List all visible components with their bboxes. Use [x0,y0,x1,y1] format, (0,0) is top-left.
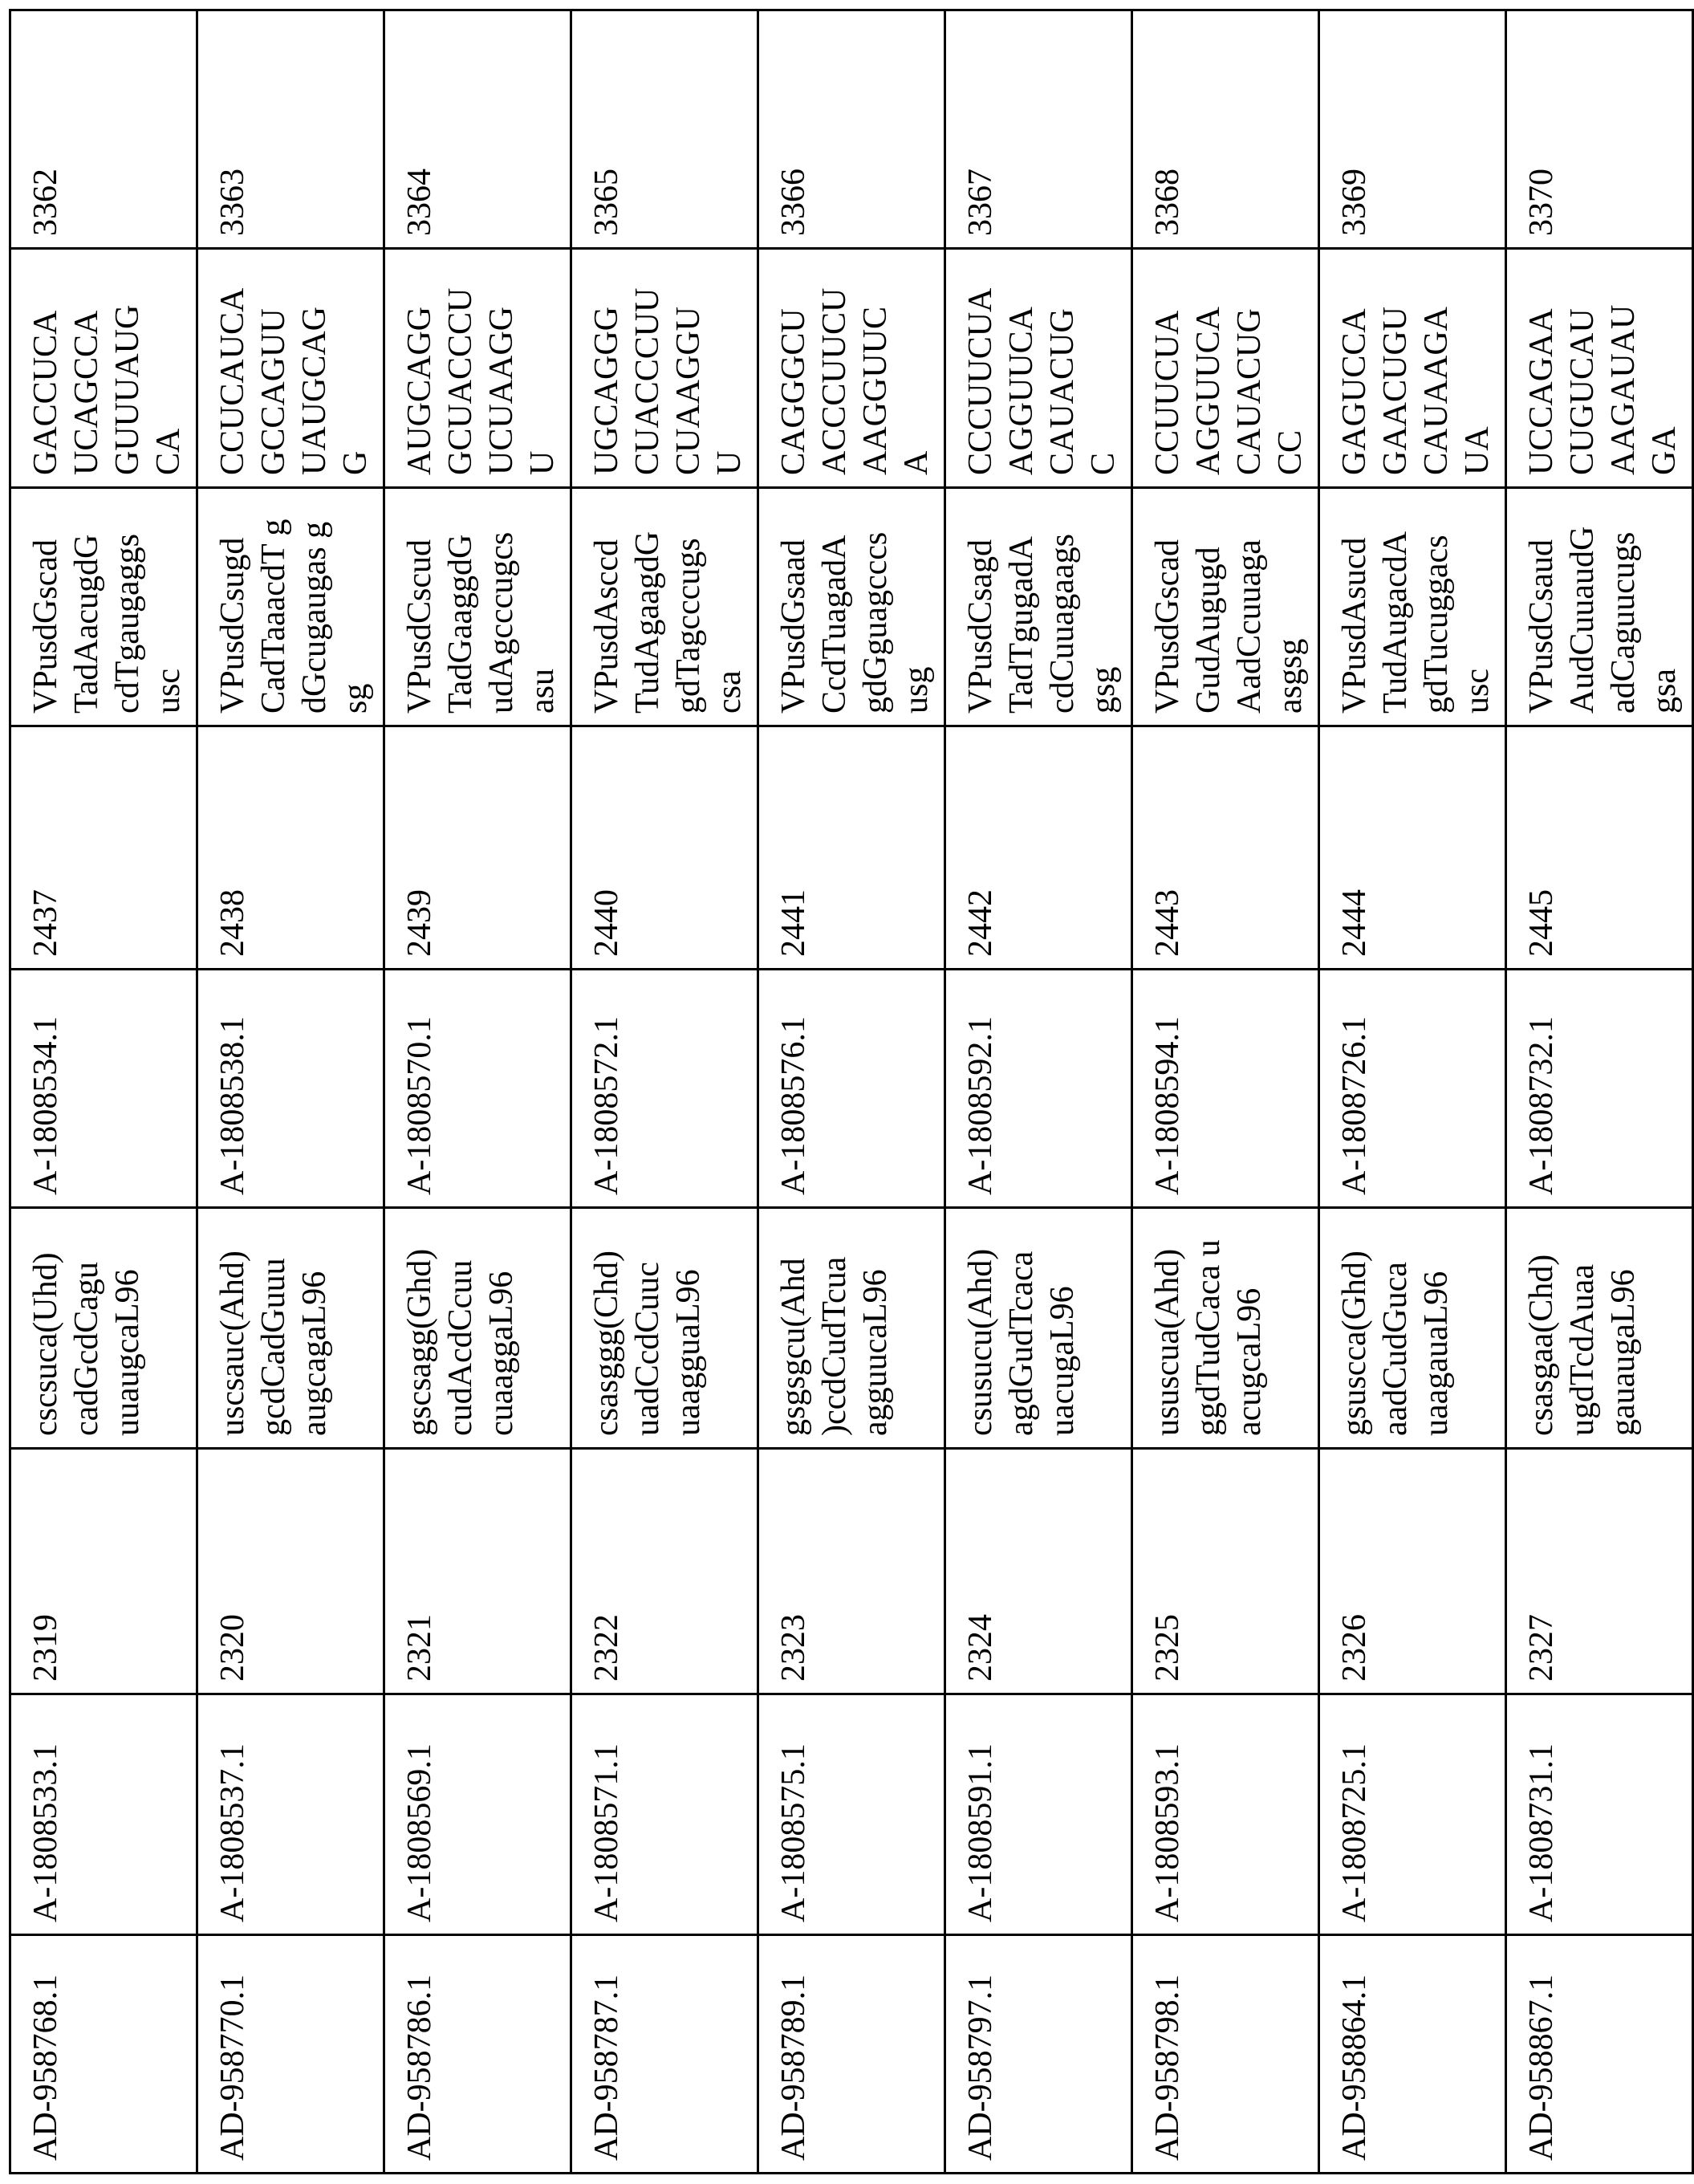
cell-mrna-seq-id [10,10,197,249]
mrna-target-sequence-text: GAGUCCA GAACUGU CAUAAGA UA [1336,307,1496,475]
cell-sense-seq-id [384,1449,571,1694]
cell-antisense-oligo-id [1132,970,1319,1208]
antisense-sequence-text: VPusdCsaud AudCuuaudG adCaguucugs gsa [1523,526,1683,714]
cell-sense-seq-id [1132,1449,1319,1694]
antisense-sequence-text: VPusdGscad TadAacugdG cdTgaugaggs usc [27,534,187,714]
sense-sequence-text: gsgsgcu(Ahd )ccdCudTcua agguucaL96 [775,1256,894,1436]
cell-antisense-sequence [384,488,571,726]
table-row [1506,10,1693,2174]
cell-duplex-id [1132,1935,1319,2174]
sense-sequence-text: csusucu(Ahd) agdGudTcaca uacugaL96 [962,1248,1081,1436]
cell-sense-sequence [571,1208,758,1449]
sense-seq-id-text: 2325 [1149,1614,1186,1682]
cell-sense-oligo-id [1132,1694,1319,1935]
sense-seq-id-text: 2322 [588,1614,625,1682]
mrna-seq-id-text: 3365 [588,169,625,236]
cell-sense-seq-id [1506,1449,1693,1694]
mrna-seq-id-text: 3366 [775,169,812,236]
cell-mrna-seq-id [571,10,758,249]
sirna-duplex-table [9,9,1694,2174]
sense-oligo-id-text: A-1808731.1 [1523,1743,1560,1922]
cell-antisense-seq-id [758,726,945,970]
cell-sense-sequence [384,1208,571,1449]
antisense-sequence-text: VPusdGsaad CcdTuagadA gdGguagcccs usg [775,531,935,714]
cell-mrna-seq-id [758,10,945,249]
cell-duplex-id [197,1935,384,2174]
cell-antisense-oligo-id [945,970,1132,1208]
mrna-target-sequence-text: CCCUUCUA AGGUUCA CAUACUG C [962,289,1122,475]
table-row [1132,10,1319,2174]
antisense-sequence-text: VPusdGscad GudAugugd AadCcuuaga asgsg [1149,539,1309,714]
mrna-target-sequence-text: UGCAGGG CUACCCUU CUAAGGU U [588,287,748,475]
mrna-seq-id-text: 3364 [401,169,438,236]
duplex-id-text: AD-958787.1 [588,1974,625,2161]
cell-antisense-sequence [571,488,758,726]
cell-antisense-seq-id [197,726,384,970]
antisense-oligo-id-text: A-1808576.1 [775,1016,812,1195]
cell-sense-oligo-id [384,1694,571,1935]
sense-oligo-id-text: A-1808533.1 [27,1743,64,1922]
antisense-seq-id-text: 2440 [588,889,625,957]
mrna-seq-id-text: 3368 [1149,169,1186,236]
antisense-oligo-id-text: A-1808570.1 [401,1016,438,1195]
antisense-oligo-id-text: A-1808594.1 [1149,1016,1186,1195]
antisense-seq-id-text: 2444 [1336,889,1373,957]
cell-mrna-seq-id [1319,10,1506,249]
cell-mrna-target-sequence [758,249,945,488]
cell-sense-seq-id [758,1449,945,1694]
sense-oligo-id-text: A-1808575.1 [775,1743,812,1922]
cell-sense-oligo-id [10,1694,197,1935]
antisense-oligo-id-text: A-1808538.1 [214,1016,251,1195]
table-row [945,10,1132,2174]
cell-sense-sequence [945,1208,1132,1449]
cell-antisense-oligo-id [197,970,384,1208]
sense-seq-id-text: 2324 [962,1614,999,1682]
duplex-id-text: AD-958864.1 [1336,1974,1373,2161]
cell-sense-seq-id [945,1449,1132,1694]
cell-sense-seq-id [10,1449,197,1694]
cell-sense-sequence [197,1208,384,1449]
sense-sequence-text: gsuscca(Ghd) aadCudGuca uaagauaL96 [1336,1251,1455,1436]
antisense-oligo-id-text: A-1808732.1 [1523,1016,1560,1195]
cell-mrna-target-sequence [1506,249,1693,488]
duplex-id-text: AD-958770.1 [214,1974,251,2161]
sense-seq-id-text: 2320 [214,1614,251,1682]
cell-antisense-oligo-id [571,970,758,1208]
mrna-target-sequence-text: UCCAGAA CUGUCAU AAGAUAU GA [1523,304,1683,475]
sense-sequence-text: csasgaa(Chd) ugdTcdAuaa gauaugaL96 [1523,1254,1642,1436]
cell-duplex-id [758,1935,945,2174]
cell-duplex-id [1506,1935,1693,2174]
cell-sense-sequence [1132,1208,1319,1449]
antisense-seq-id-text: 2442 [962,889,999,957]
duplex-id-text: AD-958786.1 [401,1974,438,2161]
table-row [758,10,945,2174]
mrna-target-sequence-text: CCUUCUA AGGUUCA CAUACUG CC [1149,308,1309,475]
cell-duplex-id [1319,1935,1506,2174]
antisense-oligo-id-text: A-1808572.1 [588,1016,625,1195]
cell-duplex-id [571,1935,758,2174]
mrna-target-sequence-text: CAGGGCU ACCCUUCU AAGGUUC A [775,287,935,475]
antisense-seq-id-text: 2445 [1523,889,1560,957]
cell-sense-oligo-id [571,1694,758,1935]
sense-seq-id-text: 2323 [775,1614,812,1682]
sense-oligo-id-text: A-1808593.1 [1149,1743,1186,1922]
cell-antisense-seq-id [10,726,197,970]
cell-mrna-target-sequence [945,249,1132,488]
mrna-seq-id-text: 3367 [962,169,999,236]
cell-antisense-oligo-id [10,970,197,1208]
cell-duplex-id [945,1935,1132,2174]
cell-duplex-id [10,1935,197,2174]
cell-antisense-sequence [197,488,384,726]
table-row [1319,10,1506,2174]
rotated-page [9,10,1683,2174]
cell-sense-sequence [758,1208,945,1449]
duplex-id-text: AD-958789.1 [775,1974,812,2161]
cell-sense-oligo-id [758,1694,945,1935]
cell-antisense-sequence [758,488,945,726]
sense-oligo-id-text: A-1808571.1 [588,1743,625,1922]
cell-antisense-seq-id [945,726,1132,970]
cell-antisense-seq-id [384,726,571,970]
antisense-sequence-text: VPusdCscud TadGaaggdG udAgcccugcs asu [401,531,561,714]
mrna-seq-id-text: 3363 [214,169,251,236]
cell-mrna-target-sequence [197,249,384,488]
cell-mrna-target-sequence [384,249,571,488]
cell-antisense-seq-id [1506,726,1693,970]
cell-mrna-seq-id [384,10,571,249]
antisense-seq-id-text: 2441 [775,889,812,957]
table-row [571,10,758,2174]
duplex-id-text: AD-958768.1 [27,1974,64,2161]
cell-sense-sequence [1319,1208,1506,1449]
antisense-sequence-text: VPusdCsagd TadTgugadA cdCuuagaags gsg [962,534,1122,714]
cell-sense-oligo-id [197,1694,384,1935]
cell-mrna-target-sequence [1132,249,1319,488]
table-row [384,10,571,2174]
mrna-target-sequence-text: GACCUCA UCAGCCA GUUUAUG CA [27,304,187,475]
sense-seq-id-text: 2321 [401,1614,438,1682]
cell-sense-oligo-id [1319,1694,1506,1935]
duplex-id-text: AD-958798.1 [1149,1974,1186,2161]
cell-antisense-oligo-id [758,970,945,1208]
cell-antisense-seq-id [1319,726,1506,970]
cell-mrna-seq-id [197,10,384,249]
cell-mrna-seq-id [945,10,1132,249]
antisense-seq-id-text: 2443 [1149,889,1186,957]
antisense-seq-id-text: 2437 [27,889,64,957]
cell-antisense-seq-id [571,726,758,970]
cell-sense-sequence [10,1208,197,1449]
cell-sense-oligo-id [1506,1694,1693,1935]
antisense-oligo-id-text: A-1808592.1 [962,1016,999,1195]
cell-mrna-seq-id [1506,10,1693,249]
cell-antisense-oligo-id [384,970,571,1208]
mrna-seq-id-text: 3362 [27,169,64,236]
sense-seq-id-text: 2326 [1336,1614,1373,1682]
cell-mrna-target-sequence [10,249,197,488]
antisense-oligo-id-text: A-1808534.1 [27,1016,64,1195]
cell-antisense-oligo-id [1319,970,1506,1208]
sense-sequence-text: cscsuca(Uhd) cadGcdCagu uuaugcaL96 [27,1252,146,1436]
cell-antisense-sequence [1319,488,1506,726]
cell-sense-seq-id [571,1449,758,1694]
cell-antisense-seq-id [1132,726,1319,970]
sense-sequence-text: csasggg(Chd) uadCcdCuuc uaagguaL96 [588,1251,707,1436]
sense-oligo-id-text: A-1808591.1 [962,1743,999,1922]
cell-duplex-id [384,1935,571,2174]
mrna-target-sequence-text: CCUCAUCA GCCAGUU UAUGCAG G [214,289,374,475]
cell-antisense-oligo-id [1506,970,1693,1208]
cell-sense-oligo-id [945,1694,1132,1935]
cell-mrna-target-sequence [571,249,758,488]
antisense-seq-id-text: 2438 [214,889,251,957]
table-row [197,10,384,2174]
cell-sense-seq-id [197,1449,384,1694]
antisense-oligo-id-text: A-1808726.1 [1336,1016,1373,1195]
cell-sense-seq-id [1319,1449,1506,1694]
antisense-sequence-text: VPusdAsucd TudAugacdA gdTucuggacs usc [1336,533,1496,714]
sense-sequence-text: gscsagg(Ghd) cudAcdCcuu cuaaggaL96 [401,1248,520,1436]
cell-mrna-seq-id [1132,10,1319,249]
mrna-target-sequence-text: AUGCAGG GCUACCCU UCUAAGG U [401,287,561,475]
antisense-sequence-text: VPusdCsugd CadTaaacdT gdGcugaugas gsg [214,519,374,714]
cell-mrna-target-sequence [1319,249,1506,488]
cell-antisense-sequence [1132,488,1319,726]
sense-sequence-text: ususcua(Ahd) ggdTudCaca uacugcaL96 [1149,1239,1268,1436]
cell-antisense-sequence [1506,488,1693,726]
mrna-seq-id-text: 3370 [1523,169,1560,236]
antisense-sequence-text: VPusdAsccd TudAgaagdG gdTagcccugs csa [588,531,748,714]
sense-oligo-id-text: A-1808537.1 [214,1743,251,1922]
sense-oligo-id-text: A-1808725.1 [1336,1743,1373,1922]
sense-sequence-text: uscsauc(Ahd) gcdCadGuuu augcagaL96 [214,1251,333,1436]
duplex-id-text: AD-958867.1 [1523,1974,1560,2161]
duplex-id-text: AD-958797.1 [962,1974,999,2161]
cell-antisense-sequence [10,488,197,726]
cell-sense-sequence [1506,1208,1693,1449]
sense-seq-id-text: 2327 [1523,1614,1560,1682]
sense-oligo-id-text: A-1808569.1 [401,1743,438,1922]
table-row [10,10,197,2174]
antisense-seq-id-text: 2439 [401,889,438,957]
cell-antisense-sequence [945,488,1132,726]
sense-seq-id-text: 2319 [27,1614,64,1682]
table-body [10,10,1693,2174]
mrna-seq-id-text: 3369 [1336,169,1373,236]
